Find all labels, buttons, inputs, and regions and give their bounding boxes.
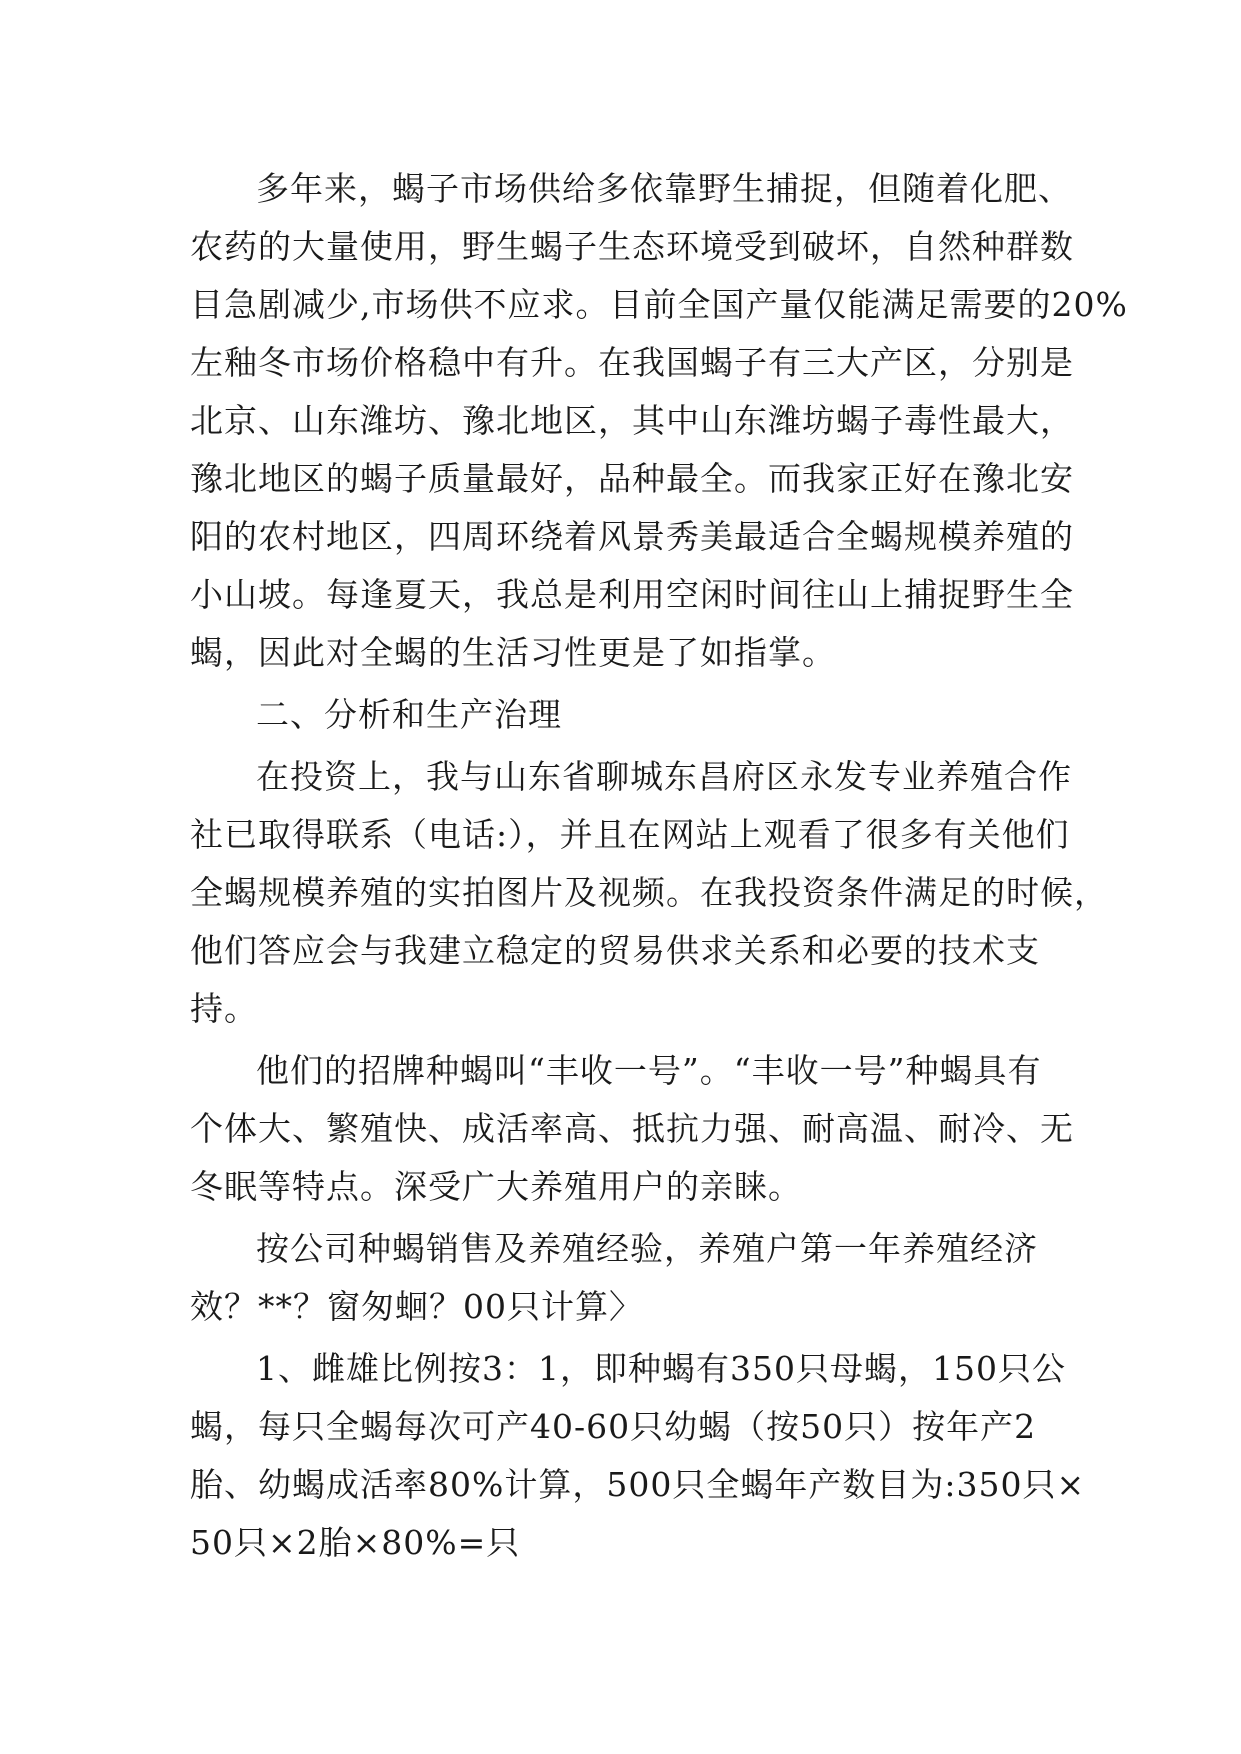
text-line: 社已取得联系（电话:），并且在网站上观看了很多有关他们 <box>190 815 1070 854</box>
paragraph-market-background <box>190 160 1128 682</box>
text-line: 豫北地区的蝎子质量最好，品种最全。而我家正好在豫北安 <box>190 459 1074 498</box>
section-heading <box>190 686 1070 744</box>
text-line: 左釉冬市场价格稳中有升。在我国蝎子有三大产区，分别是 <box>190 343 1074 382</box>
text-line: 阳的农村地区，四周环绕着风景秀美最适合全蝎规模养殖的 <box>190 517 1074 556</box>
text-line: 农药的大量使用，野生蝎子生态环境受到破坏，自然种群数 <box>190 227 1074 266</box>
text-line: 持。 <box>190 989 258 1028</box>
text-line: 冬眠等特点。深受广大养殖用户的亲睐。 <box>190 1167 802 1206</box>
text-line: 在投资上，我与山东省聊城东昌府区永发专业养殖合作 <box>256 757 1072 796</box>
paragraph-economics <box>190 1220 1070 1336</box>
text-line: 目急剧减少,市场供不应求。目前全国产量仅能满足需要的20% <box>190 285 1128 324</box>
text-line: 全蝎规模养殖的实拍图片及视频。在我投资条件满足的时候， <box>190 873 1108 912</box>
text-line: 按公司种蝎销售及养殖经验，养殖户第一年养殖经济 <box>256 1229 1038 1268</box>
text-line: 他们答应会与我建立稳定的贸易供求关系和必要的技术支 <box>190 931 1040 970</box>
text-line: 他们的招牌种蝎叫“丰收一号”。“丰收一号”种蝎具有 <box>256 1051 1042 1090</box>
text-line: 蝎，因此对全蝎的生活习性更是了如指掌。 <box>190 633 836 672</box>
text-line: 蝎，每只全蝎每次可产40-60只幼蝎（按50只）按年产2 <box>190 1407 1037 1446</box>
text-line: 效？**？窗匆蛔？00只计算〉 <box>190 1287 643 1326</box>
text-line: 个体大、繁殖快、成活率高、抵抗力强、耐高温、耐冷、无 <box>190 1109 1074 1148</box>
section-heading-text: 二、分析和生产治理 <box>256 695 562 734</box>
document-body <box>190 160 1128 1576</box>
text-line: 多年来，蝎子市场供给多依靠野生捕捉，但随着化肥、 <box>256 169 1072 208</box>
paragraph-calculation <box>190 1340 1086 1572</box>
text-line: 小山坡。每逢夏天，我总是利用空闲时间往山上捕捉野生全 <box>190 575 1074 614</box>
paragraph-investment <box>190 748 1108 1038</box>
paragraph-breed <box>190 1042 1074 1216</box>
text-line: 北京、山东潍坊、豫北地区，其中山东潍坊蝎子毒性最大， <box>190 401 1074 440</box>
text-line: 胎、幼蝎成活率80%计算，500只全蝎年产数目为:350只× <box>190 1465 1086 1504</box>
text-line: 1、雌雄比例按3：1，即种蝎有350只母蝎，150只公 <box>256 1349 1066 1388</box>
text-line: 50只×2胎×80%=只 <box>190 1523 521 1562</box>
